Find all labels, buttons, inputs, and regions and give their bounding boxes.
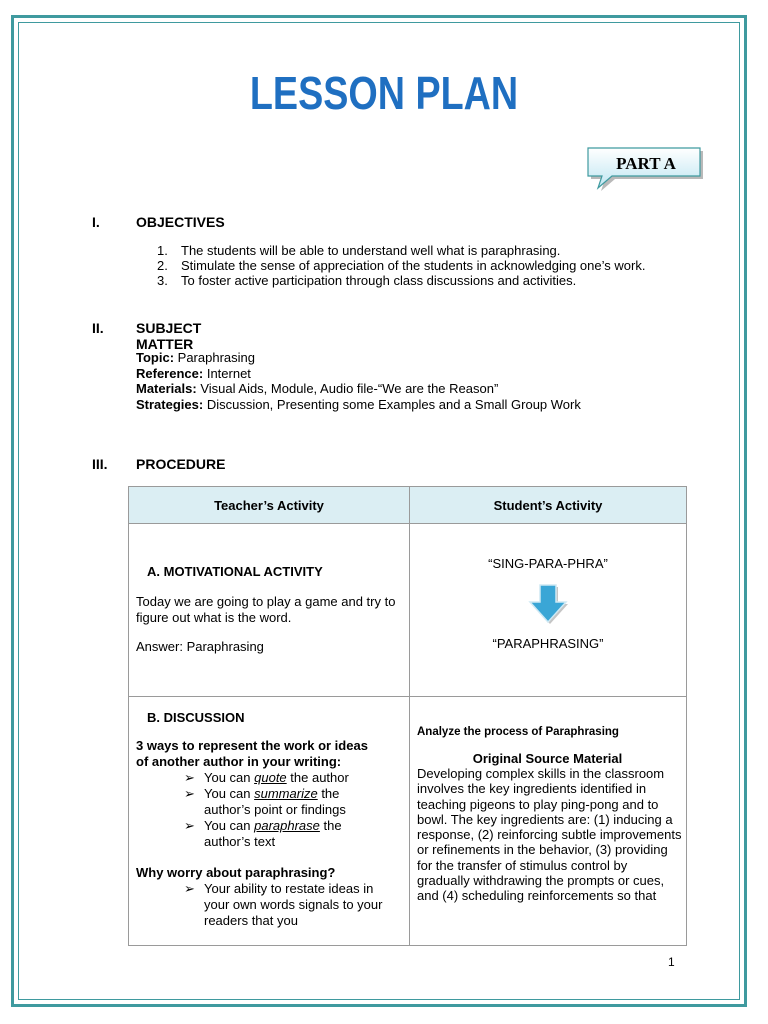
analyze-heading: Analyze the process of Paraphrasing: [417, 726, 619, 738]
why-list: [136, 881, 401, 929]
source-heading: Original Source Material: [472, 751, 623, 766]
strategies-value: Discussion, Presenting some Examples and a Small Group Work: [206, 396, 581, 412]
student-cell-discussion: [410, 697, 687, 946]
materials-line: [136, 381, 696, 397]
source-text: Developing complex skills in the classroom involves the key ingredients identified in teaching pigeons to play ping-pong and to bowl. The key ingredients are: (1) inducing a response, (2) reinforcing subtle improvements or refinements in the behavior, (3) providing for the transfer of stimulus control by gradually withdrawing the prompts or cues, and (4) scheduling reinforcements so that: [417, 766, 682, 904]
list-text: To foster active participation through class discussions and activities.: [181, 273, 577, 288]
page-title: LESSON PLAN: [249, 67, 519, 119]
list-item: [157, 258, 677, 273]
section-heading: PROCEDURE: [136, 456, 226, 472]
list-text: The students will be able to understand well what is paraphrasing.: [181, 243, 561, 258]
topic-line: [136, 350, 696, 366]
list-text: Stimulate the sense of appreciation of the students in acknowledging one’s work.: [181, 258, 646, 273]
bullet-arrow-icon: ➢: [184, 881, 195, 896]
list-item: ➢ You can quote the author: [184, 770, 349, 785]
topic-label: Topic:: [136, 350, 175, 365]
objectives-list: [157, 243, 677, 288]
topic-value: Paraphrasing: [177, 350, 255, 365]
strategies-label: Strategies:: [136, 396, 204, 412]
column-header-teacher: Teacher’s Activity: [129, 487, 410, 524]
procedure-table: [128, 486, 687, 946]
list-number: 2.: [157, 258, 168, 273]
student-cell-motivational: [410, 524, 687, 697]
bullet-arrow-icon: ➢: [184, 786, 195, 801]
strategies-line: [136, 397, 696, 413]
materials-value: Visual Aids, Module, Audio file-“We are the Reason”: [200, 381, 499, 396]
list-item: [157, 273, 677, 288]
part-label: PART A: [616, 154, 676, 173]
discussion-heading: B. DISCUSSION: [147, 710, 245, 725]
section-number: I.: [92, 214, 100, 230]
reference-label: Reference:: [136, 365, 204, 381]
teacher-cell-motivational: [129, 524, 410, 697]
table-row: [129, 524, 687, 697]
section-number: II.: [92, 320, 104, 336]
list-number: 1.: [157, 243, 168, 258]
page-number: 1: [668, 955, 675, 969]
section-number: III.: [92, 456, 108, 472]
section-heading: OBJECTIVES: [136, 214, 225, 230]
bullet-arrow-icon: ➢: [184, 818, 195, 833]
list-item: [157, 243, 677, 258]
teacher-cell-discussion: [129, 697, 410, 946]
motivational-answer: Answer: Paraphrasing: [136, 639, 264, 654]
column-header-student: Student’s Activity: [410, 487, 687, 524]
scrambled-word: “SING-PARA-PHRA”: [488, 556, 608, 571]
subject-matter-details: [136, 350, 696, 412]
reference-line: [136, 366, 696, 382]
list-number: 3.: [157, 273, 168, 288]
why-heading: Why worry about paraphrasing?: [136, 865, 336, 880]
motivational-heading: A. MOTIVATIONAL ACTIVITY: [147, 564, 323, 579]
motivational-text: Today we are going to play a game and try to figure out what is the word.: [136, 594, 396, 625]
section-heading: SUBJECT MATTER: [136, 320, 202, 352]
table-row: [129, 697, 687, 946]
bullet-arrow-icon: ➢: [184, 770, 195, 785]
down-arrow-icon: [526, 582, 570, 626]
answer-word: “PARAPHRASING”: [492, 636, 604, 651]
reference-value: Internet: [206, 365, 251, 381]
materials-label: Materials:: [136, 381, 197, 396]
table-header-row: [129, 487, 687, 524]
discussion-intro: 3 ways to represent the work or ideas of another author in your writing:: [136, 738, 368, 769]
list-item: ➢ Your ability to restate ideas in your own words signals to your readers that you: [184, 881, 383, 928]
ways-list: [136, 770, 401, 850]
list-item: ➢ You can paraphrase the author’s text: [184, 818, 342, 849]
list-item: ➢ You can summarize the author’s point or findings: [184, 786, 346, 817]
